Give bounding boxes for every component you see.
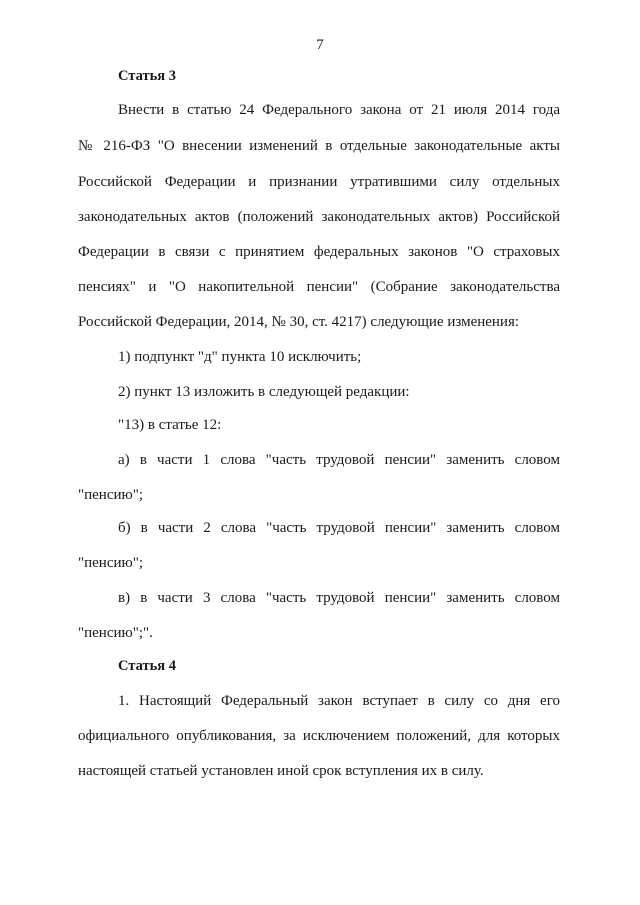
subitem-b-line-2: "пенсию"; <box>78 555 144 571</box>
article-3-line-5: Федерации в связи с принятием федеральных законов "О страховых <box>78 244 560 260</box>
item-2: 2) пункт 13 изложить в следующей редакции: <box>118 384 410 400</box>
article-4-line-1: 1. Настоящий Федеральный закон вступает в силу со дня его <box>118 693 560 709</box>
article-3-heading: Статья 3 <box>118 68 176 84</box>
subitem-c-line-2: "пенсию";". <box>78 625 153 641</box>
article-3-line-4: законодательных актов (положений законодательных актов) Российской <box>78 209 560 225</box>
subitem-a-line-1: а) в части 1 слова "часть трудовой пенсии" заменить словом <box>118 452 560 468</box>
item-13: "13) в статье 12: <box>118 417 222 433</box>
subitem-a-line-2: "пенсию"; <box>78 487 144 503</box>
subitem-c-line-1: в) в части 3 слова "часть трудовой пенсии" заменить словом <box>118 590 560 606</box>
article-3-line-1: Внести в статью 24 Федерального закона от 21 июля 2014 года <box>118 102 560 118</box>
page-number: 7 <box>316 37 324 53</box>
article-3-line-7: Российской Федерации, 2014, № 30, ст. 4217) следующие изменения: <box>78 314 520 330</box>
article-3-line-2: № 216-ФЗ "О внесении изменений в отдельные законодательные акты <box>78 138 560 154</box>
item-1: 1) подпункт "д" пункта 10 исключить; <box>118 349 362 365</box>
article-3-line-3: Российской Федерации и признании утратившими силу отдельных <box>78 174 560 190</box>
subitem-b-line-1: б) в части 2 слова "часть трудовой пенсии" заменить словом <box>118 520 560 536</box>
article-4-heading: Статья 4 <box>118 658 176 674</box>
article-4-line-2: официального опубликования, за исключением положений, для которых <box>78 728 560 744</box>
article-3-line-6: пенсиях" и "О накопительной пенсии" (Собрание законодательства <box>78 279 560 295</box>
article-4-line-3: настоящей статьей установлен иной срок вступления их в силу. <box>78 763 484 779</box>
